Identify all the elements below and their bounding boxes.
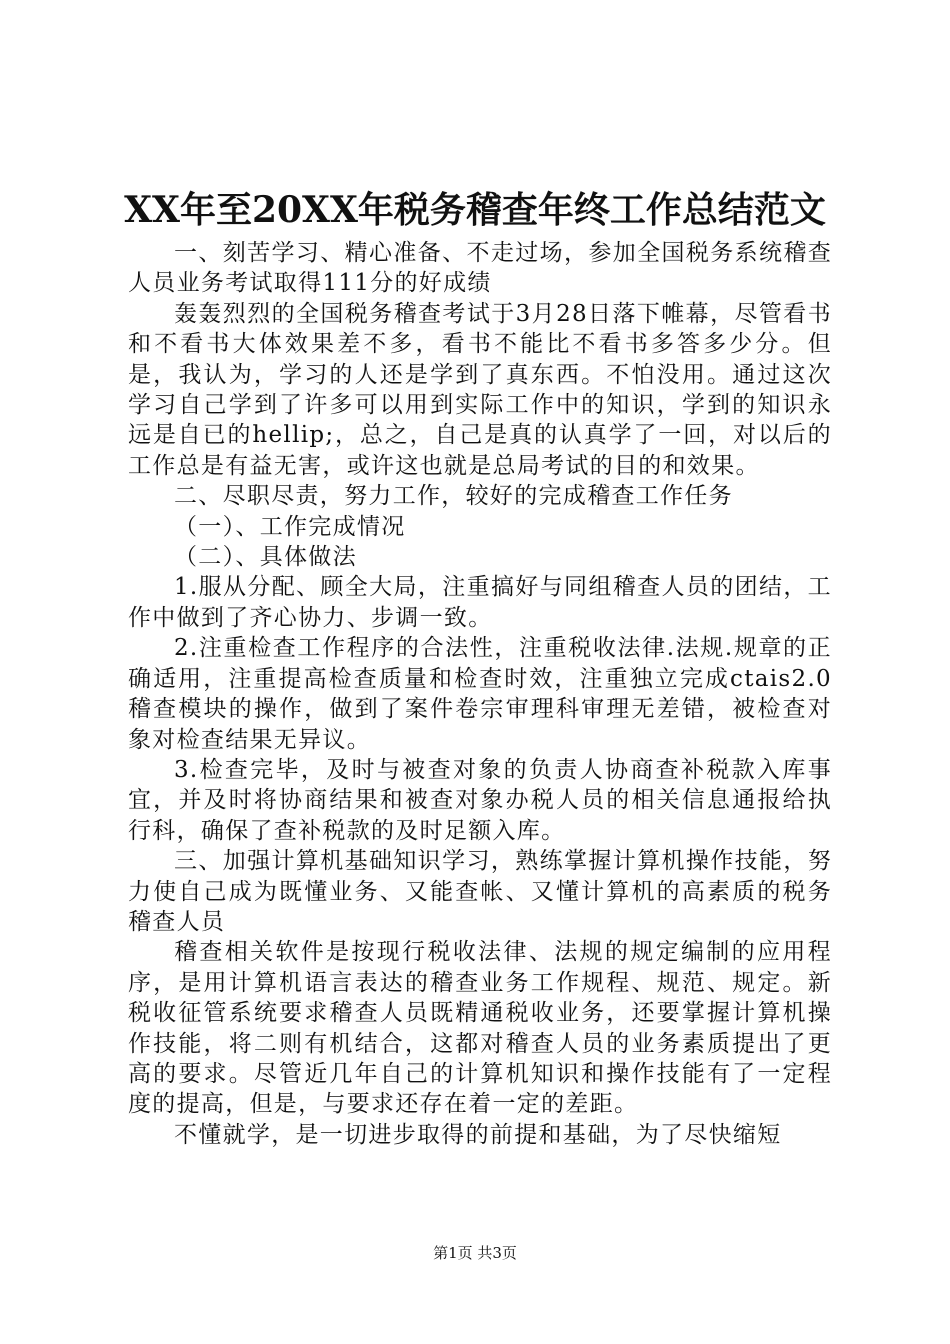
- paragraph-software: 稽查相关软件是按现行税收法律、法规的规定编制的应用程序，是用计算机语言表达的稽查业务工作规程、规范、规定。新税收征管系统要求稽查人员既精通税收业务，还要掌握计算机操作技能，将二则有机结合，这都对稽查人员的业务素质提出了更高的要求。尽管近几年自己的计算机知识和操作技能有了一定程度的提高，但是，与要求还存在着一定的差距。: [128, 939, 832, 1118]
- section-heading-2: 二、尽职尽责，努力工作，较好的完成稽查工作任务: [174, 483, 733, 510]
- page-footer: 第1页 共3页: [433, 1244, 517, 1262]
- section-heading-3: 三、加强计算机基础知识学习，熟练掌握计算机操作技能，努力使自己成为既懂业务、又能查帐、又懂计算机的高素质的税务稽查人员: [128, 848, 832, 935]
- list-item-2: 2.注重检查工作程序的合法性，注重税收法律.法规.规章的正确适用，注重提高检查质量和检查时效，注重独立完成ctais2.0稽查模块的操作，做到了案件卷宗审理科审理无差错，被检查对象对检查结果无异议。: [128, 635, 832, 753]
- paragraph-exam: 轰轰烈烈的全国税务稽查考试于3月28日落下帷幕，尽管看书和不看书大体效果差不多，看书不能比不看书多答多少分。但是，我认为，学习的人还是学到了真东西。不怕没用。通过这次学习自己学到了许多可以用到实际工作中的知识，学到的知识永远是自已的hellip;，总之，自己是真的认真学了一回，对以后的工作总是有益无害，或许这也就是总局考试的目的和效果。: [128, 300, 832, 479]
- document-title: XX年至20XX年税务稽查年终工作总结范文: [124, 189, 826, 231]
- list-item-3: 3.检查完毕，及时与被查对象的负责人协商查补税款入库事宜，并及时将协商结果和被查对象办税人员的相关信息通报给执行科，确保了查补税款的及时足额入库。: [128, 756, 832, 844]
- paragraph-learning: 不懂就学，是一切进步取得的前提和基础，为了尽快缩短: [174, 1121, 782, 1148]
- subheading-methods: （二）、具体做法: [174, 544, 357, 571]
- document-body: [128, 238, 832, 1150]
- section-heading-1: 一、刻苦学习、精心准备、不走过场，参加全国税务系统稽查人员业务考试取得111分的好成绩: [128, 240, 832, 297]
- subheading-work-status: （一）、工作完成情况: [174, 513, 406, 540]
- list-item-1: 1.服从分配、顾全大局，注重搞好与同组稽查人员的团结，工作中做到了齐心协力、步调一致。: [128, 574, 832, 631]
